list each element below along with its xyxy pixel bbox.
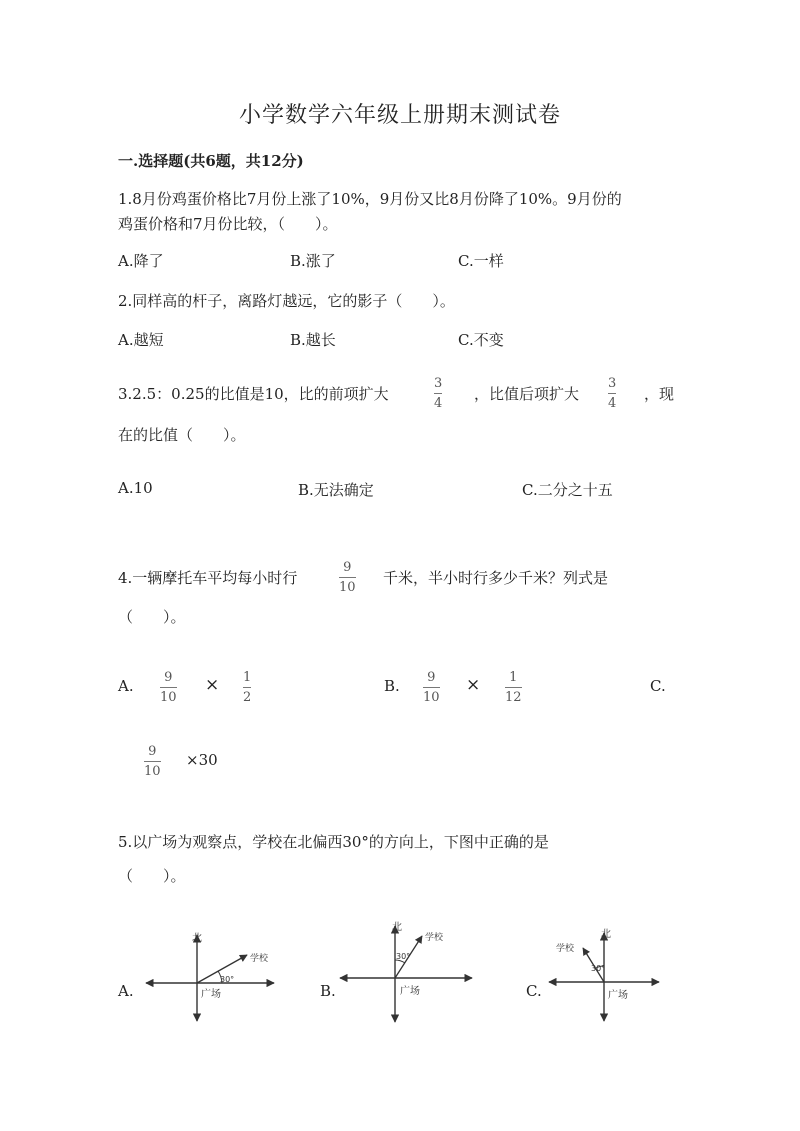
- q4-option-a-operator: ×: [205, 675, 220, 695]
- q1-text-line2: 鸡蛋价格和7月份比较，（ ）。: [118, 215, 338, 233]
- q1-option-b: B.涨了: [290, 252, 336, 270]
- q5-text-line1: 5.以广场为观察点，学校在北偏西30°的方向上，下图中正确的是: [118, 833, 549, 851]
- q4-option-a-label: A.: [118, 677, 134, 695]
- q5-diagram-a: [140, 925, 280, 1025]
- square-label: 广场: [201, 989, 221, 1000]
- q3-option-a: A.10: [118, 479, 153, 497]
- q4-fraction-numerator: 9: [343, 560, 352, 575]
- angle-label: 30°: [220, 975, 235, 984]
- q1-text-line1: 1.8月份鸡蛋价格比7月份上涨了10%，9月份又比8月份降了10%。9月份的: [118, 190, 622, 208]
- school-label: 学校: [250, 954, 269, 964]
- q4-text-part1: 4.一辆摩托车平均每小时行: [118, 569, 298, 587]
- angle-label: 30°: [591, 964, 606, 973]
- q2-option-c: C.不变: [458, 331, 504, 349]
- q1-option-c: C.一样: [458, 252, 504, 270]
- numerator: 9: [164, 670, 173, 685]
- q3-fraction-1-denominator: 4: [434, 396, 443, 411]
- q1-option-a: A.降了: [118, 252, 164, 270]
- school-label: 学校: [425, 933, 444, 943]
- q4-option-c-fraction: [144, 745, 161, 778]
- numerator: 1: [243, 670, 252, 685]
- q3-fraction-2-denominator: 4: [608, 396, 617, 411]
- denominator: 10: [160, 690, 177, 705]
- denominator: 12: [505, 690, 522, 705]
- page-title: 小学数学六年级上册期末测试卷: [238, 103, 561, 128]
- q3-text-line2: 在的比值（ ）。: [118, 426, 246, 444]
- q2-text: 2.同样高的杆子，离路灯越远，它的影子（ ）。: [118, 292, 455, 310]
- numerator: 1: [509, 670, 518, 685]
- q5-option-c-label: C.: [526, 982, 542, 1000]
- denominator: 10: [423, 690, 440, 705]
- q3-text-part1: 3.2.5：0.25的比值是10，比的前项扩大: [118, 385, 389, 403]
- section-heading: 一.选择题(共6题，共12分): [118, 152, 304, 170]
- denominator: 2: [243, 690, 252, 705]
- q4-text-line2: （ ）。: [118, 608, 186, 626]
- q4-option-b-fraction-2: [505, 671, 522, 704]
- north-label: 北: [192, 933, 202, 944]
- q4-fraction-denominator: 10: [339, 580, 356, 595]
- q4-option-c-rest: ×30: [186, 751, 218, 769]
- q3-fraction-1-numerator: 3: [434, 376, 443, 391]
- square-label: 广场: [400, 986, 420, 997]
- school-label: 学校: [556, 944, 575, 954]
- q4-fraction: [339, 561, 356, 594]
- q5-diagram-b: [336, 918, 476, 1026]
- q5-option-b-label: B.: [320, 982, 336, 1000]
- q3-option-c: C.二分之十五: [522, 481, 613, 499]
- q4-option-a-fraction-1: [160, 671, 177, 704]
- numerator: 9: [148, 744, 157, 759]
- north-label: 北: [601, 929, 611, 940]
- q4-option-a-fraction-2: [243, 671, 251, 704]
- q4-option-c-label: C.: [650, 677, 666, 695]
- q3-text-part2: ，比值后项扩大: [474, 385, 580, 403]
- q5-text-line2: （ ）。: [118, 867, 186, 885]
- square-label: 广场: [608, 990, 628, 1001]
- q5-option-a-label: A.: [118, 982, 134, 1000]
- q2-option-a: A.越短: [118, 331, 164, 349]
- q3-option-b: B.无法确定: [298, 481, 374, 499]
- q4-option-b-operator: ×: [466, 675, 481, 695]
- q4-option-b-label: B.: [384, 677, 400, 695]
- denominator: 10: [144, 764, 161, 779]
- q5-diagram-c: [545, 925, 665, 1025]
- angle-label: 30°: [396, 952, 411, 961]
- q3-fraction-1: [434, 377, 442, 410]
- numerator: 9: [427, 670, 436, 685]
- q3-fraction-2: [608, 377, 616, 410]
- q4-option-b-fraction-1: [423, 671, 440, 704]
- q2-option-b: B.越长: [290, 331, 336, 349]
- q3-fraction-2-numerator: 3: [608, 376, 617, 391]
- q4-text-part2: 千米，半小时行多少千米？列式是: [383, 569, 609, 587]
- q3-text-part3: ，现: [644, 385, 675, 403]
- north-label: 北: [392, 922, 402, 933]
